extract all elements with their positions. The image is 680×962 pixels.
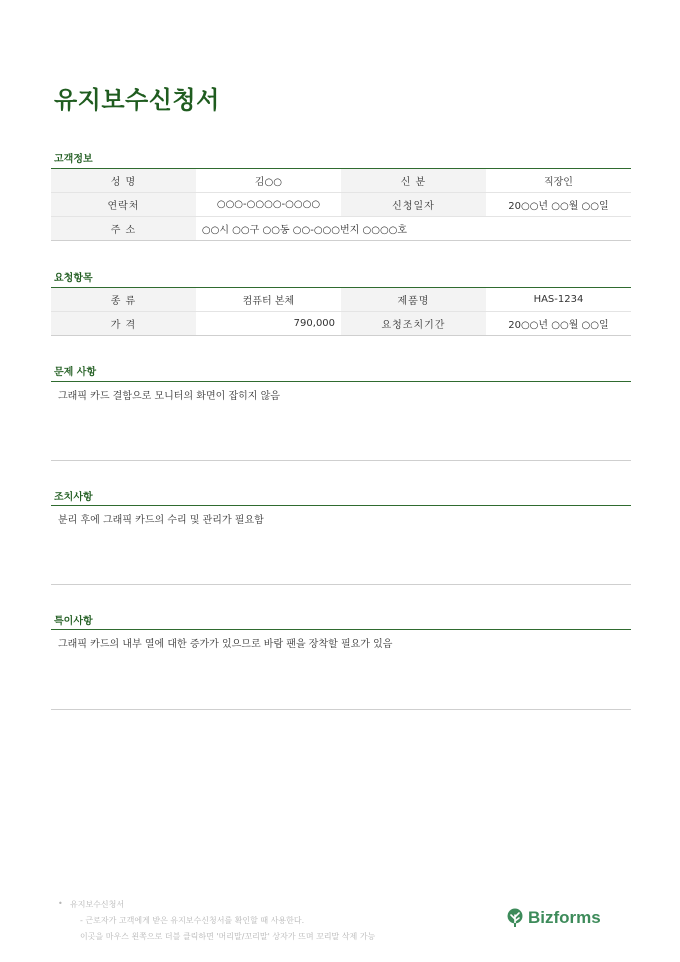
brand-name: Bizforms bbox=[528, 908, 601, 927]
action-section-title: 조치사항 bbox=[54, 492, 93, 503]
type-label: 종 류 bbox=[51, 288, 196, 312]
leaf-icon bbox=[505, 908, 525, 928]
special-bottom-rule bbox=[51, 709, 631, 710]
special-text[interactable]: 그래픽 카드의 내부 열에 대한 증가가 있으므로 바람 팬을 장착할 필요가 있음 bbox=[58, 639, 393, 650]
status-label: 신 분 bbox=[341, 169, 486, 193]
name-value[interactable]: 김○○ bbox=[196, 169, 341, 193]
name-label: 성 명 bbox=[51, 169, 196, 193]
apply-date-label: 신청일자 bbox=[341, 193, 486, 217]
problem-bottom-rule bbox=[51, 460, 631, 461]
table-row bbox=[51, 312, 631, 336]
contact-label: 연락처 bbox=[51, 193, 196, 217]
status-value[interactable]: 직장인 bbox=[486, 169, 631, 193]
problem-section-title: 문제 사항 bbox=[54, 367, 97, 378]
special-section-rule bbox=[51, 629, 631, 630]
address-value[interactable]: ○○시 ○○구 ○○동 ○○-○○○번지 ○○○○호 bbox=[196, 217, 631, 241]
product-value[interactable]: HAS-1234 bbox=[486, 288, 631, 312]
request-section-title: 요청항목 bbox=[54, 273, 93, 284]
table-row bbox=[51, 193, 631, 217]
type-value[interactable]: 컴퓨터 본체 bbox=[196, 288, 341, 312]
table-row bbox=[51, 288, 631, 312]
footer-line-1[interactable]: 유지보수신청서 bbox=[70, 900, 125, 909]
footer-line-2[interactable]: - 근로자가 고객에게 받은 유지보수신청서를 확인할 때 사용한다. bbox=[80, 916, 305, 925]
special-section-title: 특이사항 bbox=[54, 616, 93, 627]
action-bottom-rule bbox=[51, 584, 631, 585]
contact-value[interactable]: ○○○-○○○○-○○○○ bbox=[196, 193, 341, 217]
bizforms-logo bbox=[505, 908, 601, 928]
period-label: 요청조치기간 bbox=[341, 312, 486, 336]
document-title: 유지보수신청서 bbox=[54, 86, 220, 114]
customer-table bbox=[51, 169, 631, 241]
price-label: 가 격 bbox=[51, 312, 196, 336]
customer-section-title: 고객정보 bbox=[54, 154, 93, 165]
price-value[interactable]: 790,000 bbox=[196, 312, 341, 336]
product-label: 제품명 bbox=[341, 288, 486, 312]
table-row bbox=[51, 169, 631, 193]
period-value[interactable]: 20○○년 ○○월 ○○일 bbox=[486, 312, 631, 336]
address-label: 주 소 bbox=[51, 217, 196, 241]
apply-date-value[interactable]: 20○○년 ○○월 ○○일 bbox=[486, 193, 631, 217]
problem-text[interactable]: 그래픽 카드 결함으로 모니터의 화면이 잡히지 않음 bbox=[58, 391, 280, 402]
footer-bullet: • bbox=[58, 899, 63, 908]
action-section-rule bbox=[51, 505, 631, 506]
request-table bbox=[51, 288, 631, 336]
table-row bbox=[51, 217, 631, 241]
problem-section-rule bbox=[51, 381, 631, 382]
footer-line-3[interactable]: 이곳을 마우스 왼쪽으로 더블 클릭하면 '머리말/꼬리말' 상자가 뜨며 꼬리말 삭제 가능 bbox=[80, 932, 376, 941]
action-text[interactable]: 분리 후에 그래픽 카드의 수리 및 관리가 필요함 bbox=[58, 515, 264, 526]
